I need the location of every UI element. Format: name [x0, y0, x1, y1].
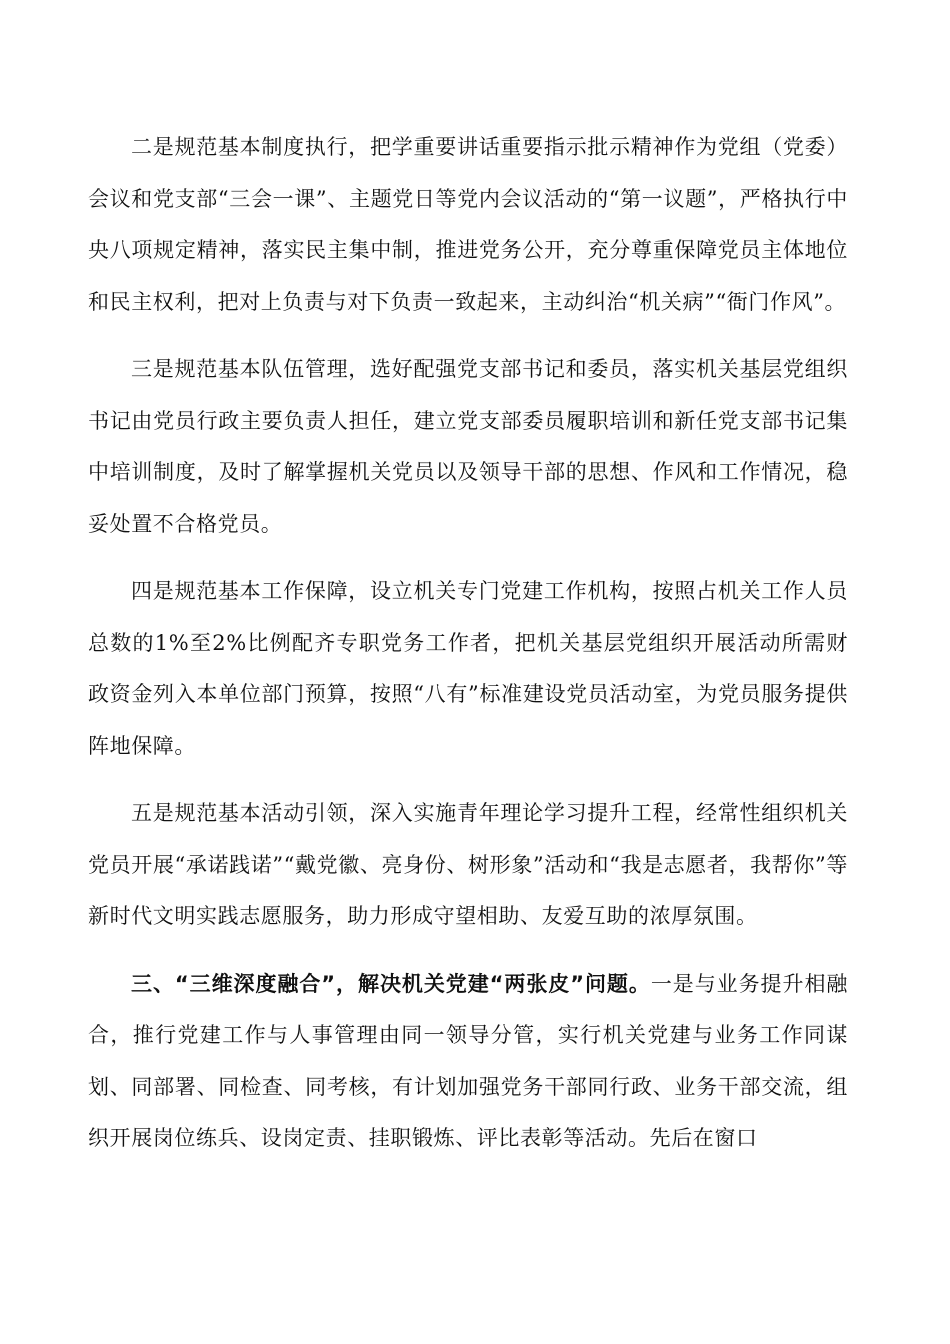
- section-three-paragraph: [88, 959, 848, 1165]
- paragraph-activity-guidance: 五是规范基本活动引领，深入实施青年理论学习提升工程，经常性组织机关党员开展“承诺践诺”“戴党徽、亮身份、树形象”活动和“我是志愿者，我帮你”等新时代文明实践志愿服务，助力形成守望相助、友爱互助的浓厚氛围。: [88, 801, 848, 928]
- paragraph-system-execution: 二是规范基本制度执行，把学重要讲话重要指示批示精神作为党组（党委）会议和党支部“三会一课”、主题党日等党内会议活动的“第一议题”，严格执行中央八项规定精神，落实民主集中制，推进党务公开，充分尊重保障党员主体地位和民主权利，把对上负责与对下负责一致起来，主动纠治“机关病”“衙门作风”。: [88, 135, 848, 314]
- document-body: [88, 122, 848, 1165]
- section-three-body: 一是与业务提升相融合，推行党建工作与人事管理由同一领导分管，实行机关党建与业务工作同谋划、同部署、同检查、同考核，有计划加强党务干部同行政、业务干部交流，组织开展岗位练兵、设岗定责、挂职锻炼、评比表彰等活动。先后在窗口: [88, 971, 848, 1150]
- section-three-heading: 三、“三维深度融合”，解决机关党建“两张皮”问题。: [131, 971, 651, 996]
- paragraph-work-guarantee: 四是规范基本工作保障，设立机关专门党建工作机构，按照占机关工作人员总数的1%至2%比例配齐专职党务工作者，把机关基层党组织开展活动所需财政资金列入本单位部门预算，按照“八有”标准建设党员活动室，为党员服务提供阵地保障。: [88, 579, 848, 758]
- paragraph-team-management: 三是规范基本队伍管理，选好配强党支部书记和委员，落实机关基层党组织书记由党员行政主要负责人担任，建立党支部委员履职培训和新任党支部书记集中培训制度，及时了解掌握机关党员以及领导干部的思想、作风和工作情况，稳妥处置不合格党员。: [88, 357, 848, 536]
